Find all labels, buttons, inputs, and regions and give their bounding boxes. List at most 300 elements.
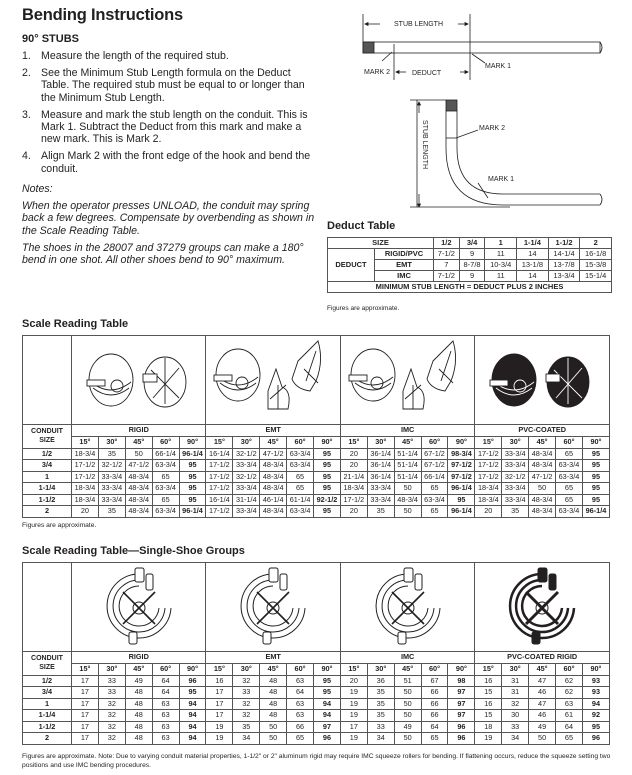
scale-value: 63 (287, 710, 314, 722)
scale-value: 48-3/4 (125, 483, 152, 495)
table-row (23, 483, 610, 495)
scale-value: 95 (179, 687, 206, 699)
scale-value: 33-3/4 (98, 494, 125, 506)
conduit-size: 2 (23, 506, 72, 518)
scale-value: 63-3/4 (152, 483, 179, 495)
scale-value: 65 (152, 494, 179, 506)
notes-section (22, 183, 317, 271)
angle-header-row (23, 437, 610, 449)
table-row (23, 460, 610, 472)
angle-header: 45° (125, 664, 152, 676)
scale-value: 95 (582, 471, 609, 483)
scale-value: 31 (502, 675, 529, 687)
conduit-size: 1-1/4 (23, 710, 72, 722)
scale-value: 32-1/2 (233, 471, 260, 483)
scale-value: 33-3/4 (98, 471, 125, 483)
scale-value: 63-3/4 (556, 460, 583, 472)
scale-value: 65 (556, 494, 583, 506)
scale-value: 50 (529, 733, 556, 745)
scale-value: 65 (421, 506, 448, 518)
scale-value: 48-3/4 (260, 506, 287, 518)
scale-value: 96 (582, 733, 609, 745)
scale-value: 17 (206, 687, 233, 699)
scale-value: 61-1/4 (287, 494, 314, 506)
scale-value: 35 (98, 506, 125, 518)
scale-value: 50 (394, 698, 421, 710)
diagram-label-stub-length: STUB LENGTH (394, 21, 444, 28)
scale-value: 47-1/2 (125, 460, 152, 472)
conduit-size: 3/4 (23, 687, 72, 699)
scale-value: 17 (206, 710, 233, 722)
shoe-image-row (23, 336, 610, 425)
scale-value: 95 (582, 721, 609, 733)
diagram-label-mark1-bent: MARK 1 (488, 176, 515, 183)
scale-value: 35 (367, 506, 394, 518)
conduit-size: 3/4 (23, 460, 72, 472)
step-text: Measure the length of the required stub. (41, 50, 229, 62)
scale-value: 47-1/2 (260, 448, 287, 460)
scale-value: 94 (179, 698, 206, 710)
scale-value: 64 (556, 721, 583, 733)
scale-value: 95 (314, 448, 341, 460)
scale-value: 97-1/2 (448, 471, 475, 483)
step-item (22, 50, 312, 62)
scale-value: 95 (179, 460, 206, 472)
angle-header: 90° (314, 437, 341, 449)
scale-value: 48 (125, 698, 152, 710)
scale-value: 33-3/4 (502, 460, 529, 472)
scale-value: 48-3/4 (125, 506, 152, 518)
group-header-emt: EMT (206, 652, 340, 664)
angle-header: 15° (72, 437, 99, 449)
scale-value: 67-1/2 (421, 448, 448, 460)
deduct-value: 15-1/4 (580, 271, 612, 282)
scale-value: 50 (260, 733, 287, 745)
scale-value: 63 (287, 698, 314, 710)
group-header-rigid: RIGID (72, 652, 206, 664)
scale-value: 47-1/2 (529, 471, 556, 483)
scale-value: 46-1/4 (260, 494, 287, 506)
step-number: 3. (22, 108, 31, 121)
scale-value: 48-3/4 (260, 460, 287, 472)
scale-value: 17 (72, 675, 99, 687)
scale-value: 97 (448, 710, 475, 722)
min-stub-formula: MINIMUM STUB LENGTH = DEDUCT PLUS 2 INCHES (328, 282, 612, 293)
angle-header: 15° (72, 664, 99, 676)
scale-value: 95 (582, 494, 609, 506)
scale-value: 48 (260, 698, 287, 710)
scale-value: 66-1/4 (152, 448, 179, 460)
scale-value: 17 (206, 698, 233, 710)
scale-value: 15 (475, 710, 502, 722)
scale-value: 17-1/2 (206, 483, 233, 495)
scale-value: 47 (529, 698, 556, 710)
scale-value: 17-1/2 (475, 460, 502, 472)
scale-value: 17 (72, 733, 99, 745)
scale-value: 20 (340, 448, 367, 460)
scale-value: 36-1/4 (367, 460, 394, 472)
angle-header: 45° (529, 437, 556, 449)
scale-value: 17 (72, 698, 99, 710)
scale-value: 34 (367, 733, 394, 745)
scale-value: 48 (260, 687, 287, 699)
scale-value: 51-1/4 (394, 448, 421, 460)
size-col: 1/2 (434, 238, 460, 249)
scale-value: 96-1/4 (448, 506, 475, 518)
scale-value: 33-3/4 (502, 494, 529, 506)
scale-value: 51-1/4 (394, 471, 421, 483)
scale-value: 97 (314, 721, 341, 733)
scale-value: 65 (421, 733, 448, 745)
scale-value: 63 (152, 710, 179, 722)
deduct-value: 13-7/8 (548, 260, 580, 271)
scale-value: 48 (260, 710, 287, 722)
scale-value: 94 (179, 710, 206, 722)
scale-value: 96 (448, 721, 475, 733)
group-header-row (23, 425, 610, 437)
scale-value: 50 (260, 721, 287, 733)
scale-value: 95 (314, 471, 341, 483)
scale-value: 65 (556, 483, 583, 495)
scale-value: 92-1/2 (314, 494, 341, 506)
scale-value: 32 (233, 698, 260, 710)
angle-header: 45° (394, 437, 421, 449)
deduct-value: 7 (434, 260, 460, 271)
angle-header: 15° (340, 437, 367, 449)
scale-value: 17 (72, 721, 99, 733)
scale-value: 51-1/4 (394, 460, 421, 472)
group-header-imc: IMC (340, 425, 474, 437)
conduit-type: RIGID/PVC (375, 249, 434, 260)
deduct-value: 13-3/4 (548, 271, 580, 282)
scale-value: 19 (206, 721, 233, 733)
angle-header: 60° (287, 664, 314, 676)
scale-value: 19 (340, 687, 367, 699)
scale-value: 33-3/4 (502, 483, 529, 495)
table-row (23, 675, 610, 687)
scale-value: 33 (233, 687, 260, 699)
scale-value: 48 (125, 733, 152, 745)
scale-value: 48 (125, 687, 152, 699)
scale-value: 33-3/4 (233, 506, 260, 518)
scale-value: 36 (367, 675, 394, 687)
table-row (23, 698, 610, 710)
scale-value: 64 (152, 687, 179, 699)
angle-header: 30° (233, 664, 260, 676)
scale-value: 46 (529, 687, 556, 699)
conduit-size: 1-1/4 (23, 483, 72, 495)
table-row (23, 710, 610, 722)
scale-value: 63 (152, 698, 179, 710)
scale-value: 48 (125, 710, 152, 722)
deduct-table-title: Deduct Table (327, 220, 396, 232)
deduct-value: 9 (459, 271, 485, 282)
imc-shoe-image (340, 336, 474, 425)
scale-value: 65 (287, 483, 314, 495)
scale-value: 65 (287, 471, 314, 483)
scale-value: 31 (502, 687, 529, 699)
scale-value: 49 (529, 721, 556, 733)
table-row (328, 282, 612, 293)
conduit-type: EMT (375, 260, 434, 271)
scale-value: 32 (98, 721, 125, 733)
conduit-size: 1 (23, 698, 72, 710)
scale-value: 63-3/4 (556, 506, 583, 518)
scale-value: 94 (179, 721, 206, 733)
scale-value: 94 (582, 698, 609, 710)
scale-value: 95 (582, 448, 609, 460)
deduct-value: 9 (459, 249, 485, 260)
scale-value: 32 (98, 698, 125, 710)
scale-value: 66 (287, 721, 314, 733)
scale-value: 63 (152, 721, 179, 733)
conduit-size: 1/2 (23, 448, 72, 460)
angle-header: 30° (98, 664, 125, 676)
scale-value: 30 (502, 710, 529, 722)
scale-value: 65 (556, 733, 583, 745)
step-text: Align Mark 2 with the front edge of the hook and bend the conduit. (41, 150, 311, 175)
deduct-value: 10-3/4 (485, 260, 517, 271)
conduit-type: IMC (375, 271, 434, 282)
scale-value: 96-1/4 (582, 506, 609, 518)
scale-value: 20 (340, 506, 367, 518)
angle-header-row (23, 664, 610, 676)
scale-value: 48-3/4 (125, 494, 152, 506)
scale-value: 36-1/4 (367, 448, 394, 460)
scale-value: 50 (394, 506, 421, 518)
angle-header: 15° (206, 664, 233, 676)
scale-value: 32 (98, 733, 125, 745)
angle-header: 60° (152, 664, 179, 676)
scale-value: 32 (98, 710, 125, 722)
scale-value: 92 (582, 710, 609, 722)
rigid-shoe-image (72, 336, 206, 425)
angle-header: 15° (475, 664, 502, 676)
scale-value: 66-1/4 (421, 471, 448, 483)
diagram-label-mark2-bent: MARK 2 (479, 125, 506, 132)
instruction-steps (22, 50, 312, 180)
scale-value: 61 (556, 710, 583, 722)
scale-value: 48 (125, 721, 152, 733)
scale-value: 65 (287, 733, 314, 745)
scale-value: 33-3/4 (367, 483, 394, 495)
scale-value: 97 (448, 698, 475, 710)
scale-value: 35 (367, 687, 394, 699)
scale-value: 63-3/4 (287, 448, 314, 460)
scale-value: 67 (421, 675, 448, 687)
scale-value: 94 (314, 710, 341, 722)
notes-label: Notes: (22, 183, 53, 195)
scale-value: 62 (556, 687, 583, 699)
deduct-value: 16-1/8 (580, 249, 612, 260)
conduit-size: 1 (23, 471, 72, 483)
group-header-emt: EMT (206, 425, 340, 437)
scale-value: 95 (582, 460, 609, 472)
scale-value: 64 (421, 721, 448, 733)
size-col: 1 (485, 238, 517, 249)
angle-header: 90° (448, 664, 475, 676)
scale-value: 18-3/4 (475, 494, 502, 506)
pvc-coated-rigid-single-shoe-image (475, 563, 610, 652)
table-row (23, 494, 610, 506)
scale-value: 32 (502, 698, 529, 710)
scale-value: 63 (556, 698, 583, 710)
scale-value: 33-3/4 (233, 460, 260, 472)
scale-value: 48-3/4 (529, 494, 556, 506)
scale-value: 96 (448, 733, 475, 745)
scale-value: 66 (421, 698, 448, 710)
deduct-value: 14 (517, 249, 549, 260)
scale-value: 95 (448, 494, 475, 506)
scale-value: 33 (98, 675, 125, 687)
scale-value: 15 (475, 687, 502, 699)
scale-value: 32-1/2 (233, 448, 260, 460)
scale-value: 19 (340, 710, 367, 722)
scale-value: 18-3/4 (475, 483, 502, 495)
scale-value: 50 (394, 733, 421, 745)
scale-value: 17-1/2 (340, 494, 367, 506)
size-col: 1-1/2 (548, 238, 580, 249)
scale-value: 33 (98, 687, 125, 699)
scale-value: 16 (475, 698, 502, 710)
scale-value: 48-3/4 (529, 460, 556, 472)
scale-value: 19 (475, 733, 502, 745)
scale-value: 17-1/2 (206, 460, 233, 472)
angle-header: 30° (367, 664, 394, 676)
scale-value: 96-1/4 (179, 448, 206, 460)
scale-value: 49 (394, 721, 421, 733)
scale-value: 96-1/4 (448, 483, 475, 495)
imc-single-shoe-image (340, 563, 474, 652)
step-text: See the Minimum Stub Length formula on the Deduct Table. The required stub must be equal to or longer than the Minimum Stub Length. (41, 67, 305, 104)
scale-value: 48-3/4 (394, 494, 421, 506)
scale-value: 31-1/4 (233, 494, 260, 506)
scale-value: 64 (287, 687, 314, 699)
scale-value: 17-1/2 (72, 471, 99, 483)
scale-value: 33-3/4 (233, 483, 260, 495)
scale-value: 33-3/4 (367, 494, 394, 506)
scale-value: 97-1/2 (448, 460, 475, 472)
deduct-value: 8-7/8 (459, 260, 485, 271)
scale-value: 16 (206, 675, 233, 687)
scale-value: 16-1/4 (206, 448, 233, 460)
deduct-value: 14 (517, 271, 549, 282)
shoe-image-row (23, 563, 610, 652)
angle-header: 45° (125, 437, 152, 449)
size-col: 3/4 (459, 238, 485, 249)
angle-header: 60° (152, 437, 179, 449)
angle-header: 45° (529, 664, 556, 676)
scale-value: 18 (475, 721, 502, 733)
group-header-imc: IMC (340, 652, 474, 664)
scale-value: 67-1/2 (421, 460, 448, 472)
scale-value: 50 (394, 710, 421, 722)
group-header-rigid: RIGID (72, 425, 206, 437)
scale-value: 16 (475, 675, 502, 687)
group-header-pvc-coated-rigid: PVC-COATED RIGID (475, 652, 610, 664)
scale-value: 20 (72, 506, 99, 518)
step-number: 2. (22, 67, 31, 80)
angle-header: 60° (556, 664, 583, 676)
size-header: SIZE (328, 238, 434, 249)
deduct-value: 7-1/2 (434, 271, 460, 282)
scale-value: 66 (421, 710, 448, 722)
scale-value: 63-3/4 (152, 506, 179, 518)
table-row (23, 721, 610, 733)
diagram-label-stub-length-vertical: STUB LENGTH (421, 120, 428, 170)
table-row (23, 687, 610, 699)
scale-value: 98-3/4 (448, 448, 475, 460)
scale-value: 17 (72, 710, 99, 722)
angle-header: 30° (367, 437, 394, 449)
scale-value: 18-3/4 (340, 483, 367, 495)
page-title: Bending Instructions (22, 6, 184, 24)
angle-header: 15° (475, 437, 502, 449)
section-subhead: 90° STUBS (22, 33, 79, 45)
angle-header: 60° (556, 437, 583, 449)
angle-header: 90° (179, 664, 206, 676)
single-shoe-table-note: Figures are approximate. Note: Due to varying conduit material properties, 1-1/2" or 2" aluminum rigid may require IMC squeeze rollers for bending. If flattening occurs, reduce the squeeze setting two positions and use IMC bending procedures. (22, 753, 611, 769)
scale-value: 35 (233, 721, 260, 733)
scale-value: 18-3/4 (72, 448, 99, 460)
table-row (23, 471, 610, 483)
emt-shoe-image (206, 336, 340, 425)
step-number: 1. (22, 50, 31, 62)
scale-value: 97 (448, 687, 475, 699)
scale-value: 95 (179, 471, 206, 483)
angle-header: 15° (340, 664, 367, 676)
scale-value: 17-1/2 (475, 471, 502, 483)
scale-value: 96 (314, 733, 341, 745)
scale-value: 19 (340, 698, 367, 710)
scale-value: 63 (287, 675, 314, 687)
rigid-single-shoe-image (72, 563, 206, 652)
table-row (328, 238, 612, 249)
scale-value: 48-3/4 (529, 506, 556, 518)
scale-value: 35 (502, 506, 529, 518)
deduct-value: 7-1/2 (434, 249, 460, 260)
scale-value: 64 (152, 675, 179, 687)
scale-value: 32 (233, 675, 260, 687)
scale-value: 48-3/4 (260, 471, 287, 483)
note-paragraph: The shoes in the 28007 and 37279 groups can make a 180° bend in one shot. All other shoes bend to 90° maximum. (22, 241, 304, 267)
scale-value: 18-3/4 (72, 483, 99, 495)
table-row (23, 733, 610, 745)
scale-table-title: Scale Reading Table (22, 318, 129, 330)
scale-value: 17-1/2 (206, 506, 233, 518)
scale-value: 48-3/4 (260, 483, 287, 495)
scale-value: 63-3/4 (152, 460, 179, 472)
angle-header: 90° (179, 437, 206, 449)
scale-value: 17-1/2 (206, 471, 233, 483)
scale-value: 95 (314, 506, 341, 518)
single-shoe-table (22, 562, 610, 745)
scale-value: 20 (475, 506, 502, 518)
scale-value: 48-3/4 (529, 448, 556, 460)
diagram-label-mark2: MARK 2 (364, 69, 391, 76)
scale-value: 66 (421, 687, 448, 699)
scale-value: 32-1/2 (98, 460, 125, 472)
scale-value: 49 (125, 675, 152, 687)
scale-value: 32 (233, 710, 260, 722)
table-row (328, 249, 612, 260)
scale-value: 17 (72, 687, 99, 699)
scale-value: 34 (233, 733, 260, 745)
scale-value: 36-1/4 (367, 471, 394, 483)
angle-header: 45° (394, 664, 421, 676)
scale-value: 18-3/4 (72, 494, 99, 506)
blank-cell (23, 336, 72, 425)
